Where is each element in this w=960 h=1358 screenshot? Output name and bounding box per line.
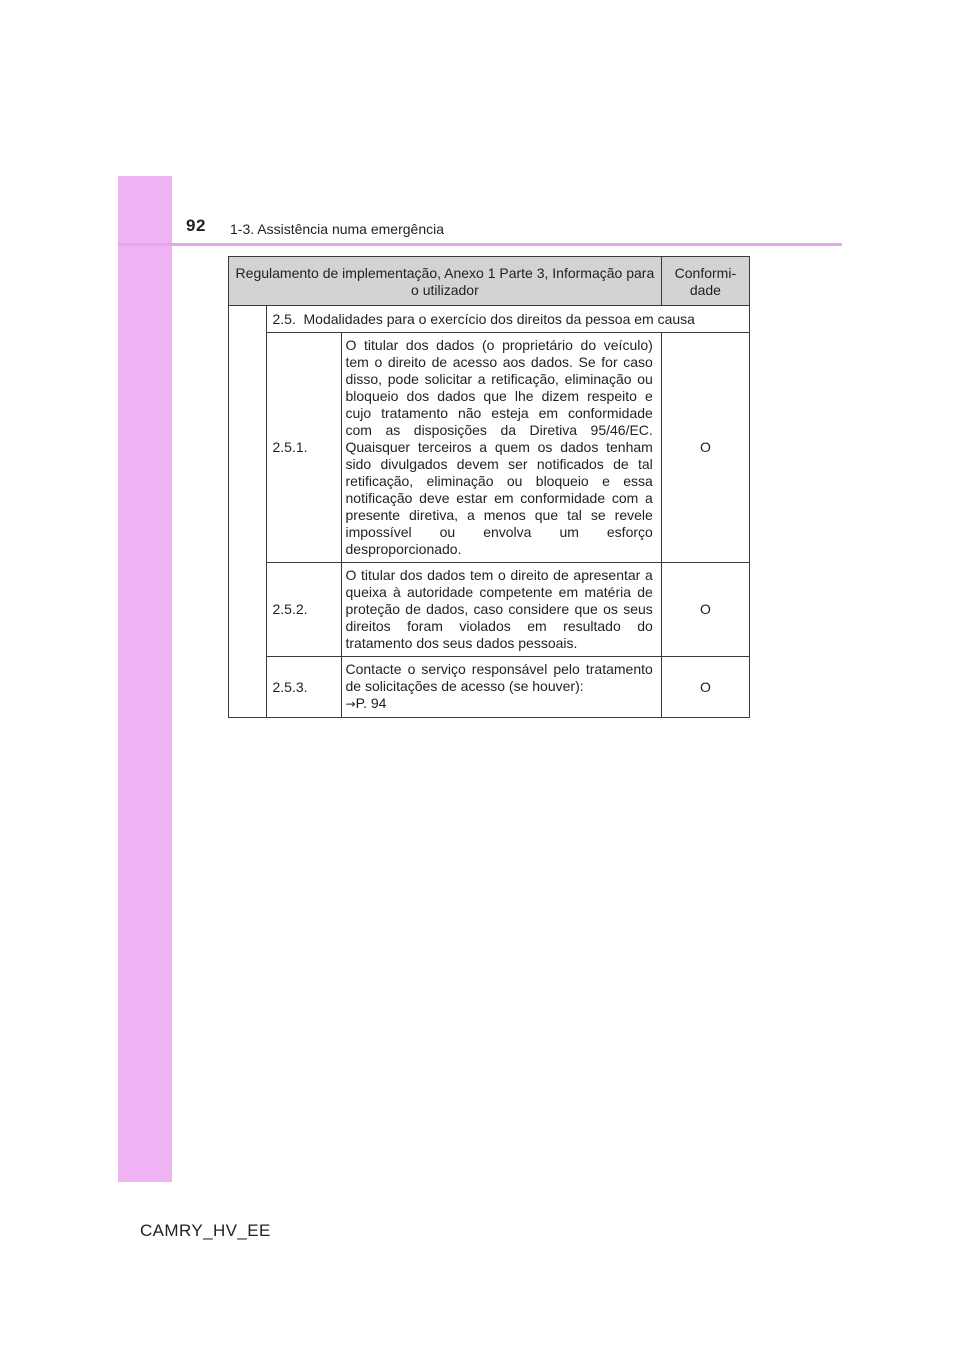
section-title: 1-3. Assistência numa emergência: [230, 221, 444, 237]
arrow-icon: →: [345, 697, 356, 711]
row-conformity: O: [661, 563, 749, 657]
table-row: [229, 563, 750, 657]
chapter-side-tab: [118, 176, 172, 1182]
page-number: 92: [186, 216, 206, 235]
header-conformity: Conformi-dade: [661, 257, 749, 306]
header-regulation: Regulamento de implementação, Anexo 1 Parte 3, Informação para o utilizador: [229, 257, 662, 306]
row-text: O titular dos dados tem o direito de apresentar a queixa à autoridade competente em matéria de proteção de dados, caso considere que os seus direitos foram violados em resultado do tratamento dos seus dados pessoais.: [341, 563, 661, 657]
section-number: 2.5.: [272, 310, 296, 327]
row-number: 2.5.1.: [266, 333, 341, 563]
table-row: [229, 657, 750, 718]
table-row: [229, 333, 750, 563]
row-number: 2.5.2.: [266, 563, 341, 657]
indent-cell: [229, 306, 267, 718]
row-text: Contacte o serviço responsável pelo tratamento de solicitações de acesso (se houver):: [345, 661, 653, 694]
row-conformity: O: [661, 333, 749, 563]
row-text-cell: [341, 657, 661, 718]
conformity-table: [228, 256, 750, 718]
table-header-row: [229, 257, 750, 306]
page-reference-link[interactable]: P. 94: [355, 695, 387, 711]
section-row: [229, 306, 750, 333]
row-conformity: O: [661, 657, 749, 718]
row-text: O titular dos dados (o proprietário do veículo) tem o direito de acesso aos dados. Se for caso disso, pode solicitar a retificação, eliminação ou bloqueio dos dados que lhe dizem respeito e cujo tratamento não esteja em conformidade com as disposições da Diretiva 95/46/EC. Quaisquer terceiros a quem os dados tenham sido divulgados devem ser notificados de tal retificação, eliminação ou bloqueio e essa notificação deve estar em conformidade com a presente diretiva, a menos que tal se revele impossível ou envolva um esforço desproporcionado.: [341, 333, 661, 563]
section-label: Modalidades para o exercício dos direitos da pessoa em causa: [303, 310, 695, 327]
row-number: 2.5.3.: [266, 657, 341, 718]
section-title-cell: [266, 306, 750, 333]
model-code: CAMRY_HV_EE: [140, 1221, 271, 1240]
header-rule: [118, 243, 842, 246]
